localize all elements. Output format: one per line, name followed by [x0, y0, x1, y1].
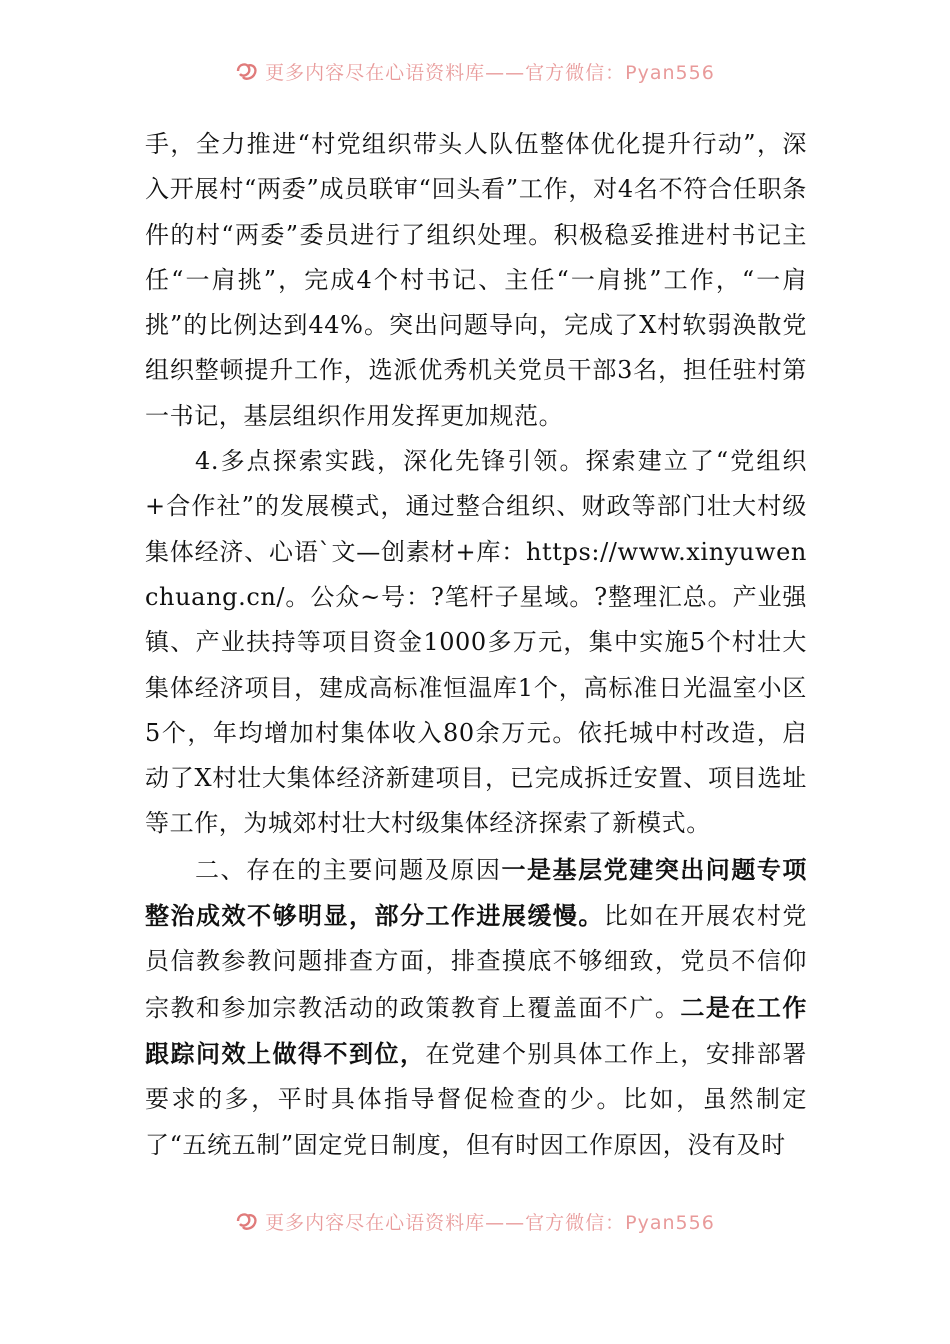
watermark-text: 更多内容尽在心语资料库——官方微信：Pyan556	[265, 1211, 715, 1234]
watermark-logo-icon	[235, 60, 259, 82]
document-body	[145, 122, 807, 1168]
bold-point-two: 二是在工作跟踪问效上做得不到位，	[145, 992, 807, 1068]
header-watermark	[0, 56, 950, 86]
paragraph-2-text: 4.多点探索实践，深化先锋引领。探索建立了“党组织+合作社”的发展模式，通过整合组织、财政等部门壮大村级集体经济、心语`文—创素材+库：https://www.xinyuwenchuang.cn/。公众~号：?笔杆子星域。?整理汇总。产业强镇、产业扶持等项目资金1000多万元，集中实施5个村壮大集体经济项目，建成高标准恒温库1个，高标准日光温室小区5个，年均增加村集体收入80余万元。依托城中村改造，启动了X村壮大集体经济新建项目，已完成拆迁安置、项目选址等工作，为城郊村壮大村级集体经济探索了新模式。	[145, 447, 807, 838]
paragraph-2	[145, 439, 807, 847]
watermark-text: 更多内容尽在心语资料库——官方微信：Pyan556	[265, 61, 715, 84]
paragraph-3	[145, 847, 807, 1168]
bold-point-one: 一是基层党建突出问题专项整治成效不够明显，部分工作进展缓慢。	[145, 854, 807, 931]
section-heading-text: 二、存在的主要问题及原因	[195, 855, 502, 884]
paragraph-1	[145, 122, 807, 439]
paragraph-1-text: 手，全力推进“村党组织带头人队伍整体优化提升行动”，深入开展村“两委”成员联审“回头看”工作，对4名不符合任职条件的村“两委”委员进行了组织处理。积极稳妥推进村书记主任“一肩挑”，完成4个村书记、主任“一肩挑”工作，“一肩挑”的比例达到44%。突出问题导向，完成了X村软弱涣散党组织整顿提升工作，选派优秀机关党员干部3名，担任驻村第一书记，基层组织作用发挥更加规范。	[145, 130, 807, 430]
watermark-logo-icon	[235, 1210, 259, 1232]
footer-watermark	[0, 1206, 950, 1236]
paragraph-3-text-b: 在党建个别具体工作上，安排部署要求的多，平时具体指导督促检查的少。比如，虽然制定了“五统五制”固定党日制度，但有时因工作原因，没有及时	[145, 1039, 807, 1159]
paragraph-3-text-a: 比如在开展农村党员信教参教问题排查方面，排查摸底不够细致，党员不信仰宗教和参加宗教活动的政策教育上覆盖面不广。	[145, 902, 807, 1022]
